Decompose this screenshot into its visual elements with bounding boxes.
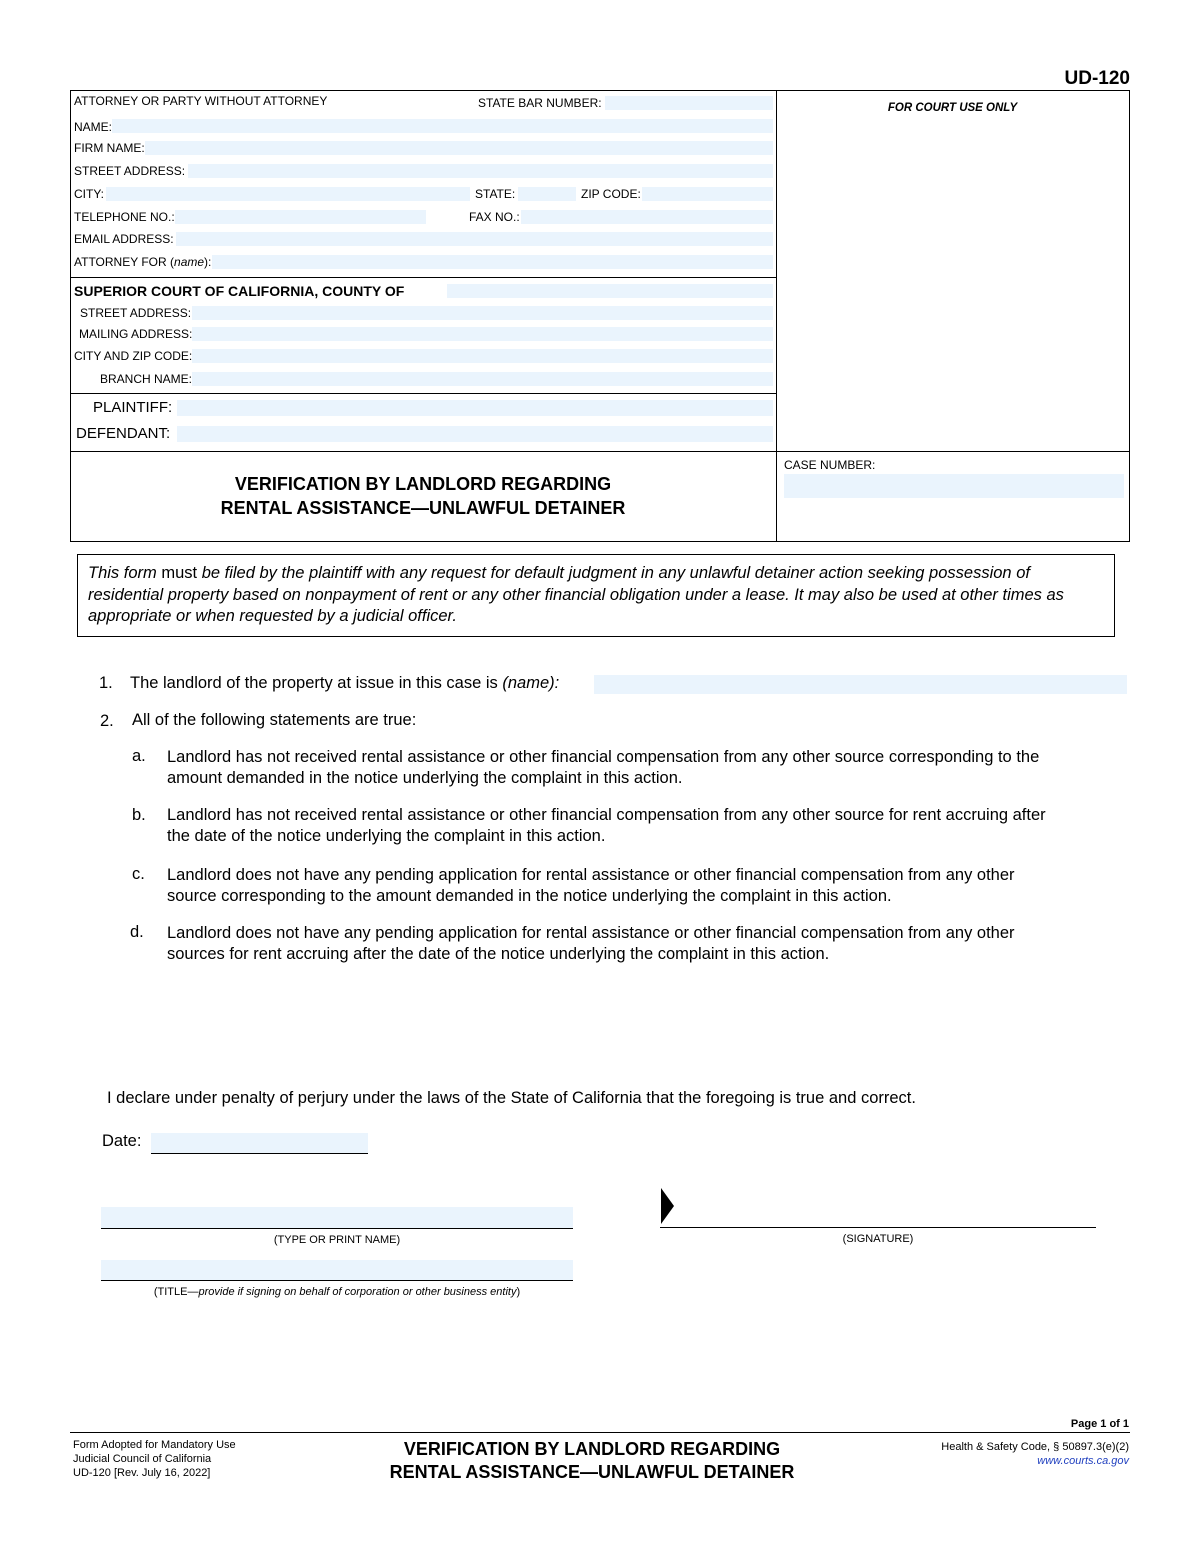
item2b-line1: Landlord has not received rental assistance or other financial compensation from any other source for rent accruing after — [167, 806, 1046, 824]
case-number-label: CASE NUMBER: — [784, 458, 876, 472]
notice-box — [77, 554, 1115, 637]
date-field[interactable] — [151, 1133, 368, 1154]
attorney-for-field[interactable] — [212, 255, 773, 269]
attorney-for-label — [74, 255, 211, 269]
signature-caption: (SIGNATURE) — [842, 1233, 914, 1245]
court-street-label: STREET ADDRESS: — [80, 306, 192, 320]
item2c-line2: source corresponding to the amount demanded in the notice underlying the complaint in this action. — [167, 887, 892, 905]
fax-field[interactable] — [521, 210, 773, 224]
signature-arrow-icon — [660, 1186, 676, 1226]
court-use-only-label: FOR COURT USE ONLY — [887, 102, 1018, 114]
court-branch-field[interactable] — [192, 372, 773, 386]
item2b-line2: the date of the notice underlying the complaint in this action. — [167, 827, 606, 845]
footer-references — [941, 1440, 1129, 1468]
attorney-for-close: ): — [204, 255, 212, 269]
page-indicator: Page 1 of 1 — [1070, 1418, 1129, 1430]
item2d-line2: sources for rent accruing after the date of the notice underlying the complaint in this action. — [167, 945, 830, 963]
county-field[interactable] — [447, 284, 773, 298]
caption-title-line1: VERIFICATION BY LANDLORD REGARDING — [234, 474, 612, 494]
street-address-field[interactable] — [188, 164, 773, 178]
attorney-header: ATTORNEY OR PARTY WITHOUT ATTORNEY — [74, 94, 328, 108]
item1-text — [130, 673, 559, 694]
item2c-line1: Landlord does not have any pending application for rental assistance or other financial compensation from any other — [167, 866, 1015, 884]
footer-adoption — [73, 1438, 236, 1480]
item2d-line1: Landlord does not have any pending application for rental assistance or other financial compensation from any other — [167, 924, 1015, 942]
item2d-letter: d. — [130, 923, 144, 941]
caption-form-title — [70, 472, 776, 520]
item2d-text — [167, 923, 1015, 965]
state-field[interactable] — [518, 187, 576, 201]
title-caption-end: ) — [516, 1286, 521, 1298]
footer-rule — [70, 1432, 1130, 1433]
state-label: STATE: — [475, 187, 516, 201]
defendant-field[interactable] — [177, 426, 773, 442]
phone-label: TELEPHONE NO.: — [74, 210, 175, 224]
item2-text: All of the following statements are true: — [132, 711, 417, 729]
signer-title-field[interactable] — [101, 1260, 573, 1281]
landlord-name-field[interactable] — [594, 675, 1127, 694]
item1-label: The landlord of the property at issue in this case is — [130, 674, 503, 692]
caption-divider-court — [70, 277, 776, 278]
notice-text-rest: be filed by the plaintiff with any request for default judgment in any unlawful detainer action seeking possession of residential property based on nonpayment of rent or any other financial obligation under a lease. It may also be used at other times as appropriate or when requested by a judicial officer. — [88, 564, 1064, 625]
notice-text-start: This form — [88, 564, 162, 582]
footer-adoption-line3: UD-120 [Rev. July 16, 2022] — [73, 1467, 211, 1479]
date-label: Date: — [102, 1132, 142, 1150]
email-field[interactable] — [176, 232, 773, 246]
case-number-field[interactable] — [784, 474, 1124, 498]
email-label: EMAIL ADDRESS: — [74, 232, 174, 246]
signer-title-caption — [101, 1285, 573, 1299]
firm-name-field[interactable] — [145, 141, 773, 155]
item2c-text — [167, 865, 1015, 907]
item2-number: 2. — [100, 712, 114, 730]
footer-code-ref: Health & Safety Code, § 50897.3(e)(2) — [941, 1441, 1129, 1453]
telephone-field[interactable] — [175, 210, 426, 224]
caption-divider-parties — [70, 393, 776, 394]
plaintiff-label: PLAINTIFF: — [93, 399, 173, 416]
court-branch-label: BRANCH NAME: — [100, 372, 193, 386]
firm-label: FIRM NAME: — [74, 141, 145, 155]
item2b-text — [167, 805, 1046, 847]
item1-number: 1. — [99, 674, 113, 692]
zip-field[interactable] — [642, 187, 773, 201]
item2a-text — [167, 747, 1039, 789]
plaintiff-field[interactable] — [177, 400, 773, 416]
footer-website-link[interactable]: www.courts.ca.gov — [1037, 1455, 1129, 1467]
city-label: CITY: — [74, 187, 105, 201]
city-field[interactable] — [106, 187, 470, 201]
caption-divider-vertical — [776, 90, 777, 541]
form-number: UD-120 — [1064, 68, 1130, 89]
footer-adoption-line2: Judicial Council of California — [73, 1453, 212, 1465]
item1-name-hint: (name): — [502, 674, 560, 692]
court-street-field[interactable] — [192, 306, 773, 320]
title-caption-start: (TITLE— — [153, 1286, 199, 1298]
item2c-letter: c. — [132, 865, 145, 883]
footer-adoption-line1: Form Adopted for Mandatory Use — [73, 1439, 236, 1451]
fax-label: FAX NO.: — [469, 210, 520, 224]
attorney-for-name-hint: name — [174, 255, 205, 269]
item2b-letter: b. — [132, 806, 146, 824]
footer-title-line1: VERIFICATION BY LANDLORD REGARDING — [403, 1439, 781, 1459]
notice-text-must: must — [161, 564, 198, 582]
court-cityzip-label: CITY AND ZIP CODE: — [74, 349, 193, 363]
state-bar-field[interactable] — [605, 96, 773, 110]
footer-title-line2: RENTAL ASSISTANCE—UNLAWFUL DETAINER — [389, 1462, 795, 1482]
defendant-label: DEFENDANT: — [76, 425, 171, 442]
name-label: NAME: — [74, 120, 113, 134]
print-name-field[interactable] — [101, 1207, 573, 1229]
item2a-line1: Landlord has not received rental assistance or other financial compensation from any other source corresponding to the — [167, 748, 1040, 766]
state-bar-label: STATE BAR NUMBER: — [478, 96, 602, 110]
title-caption-hint: provide if signing on behalf of corporation or other business entity — [198, 1286, 517, 1298]
signature-line[interactable] — [660, 1227, 1096, 1228]
court-mailing-field[interactable] — [192, 327, 773, 341]
court-cityzip-field[interactable] — [192, 349, 773, 363]
attorney-for-text: ATTORNEY FOR ( — [74, 255, 175, 269]
attorney-name-field[interactable] — [112, 119, 773, 133]
zip-label: ZIP CODE: — [581, 187, 641, 201]
street-label: STREET ADDRESS: — [74, 164, 186, 178]
print-name-caption: (TYPE OR PRINT NAME) — [273, 1234, 401, 1246]
declaration-text: I declare under penalty of perjury under the laws of the State of California that the foregoing is true and correct. — [107, 1089, 916, 1107]
court-title: SUPERIOR COURT OF CALIFORNIA, COUNTY OF — [74, 283, 405, 299]
item2a-line2: amount demanded in the notice underlying the complaint in this action. — [167, 769, 683, 787]
item2a-letter: a. — [132, 747, 146, 765]
caption-divider-title — [70, 451, 1129, 452]
caption-title-line2: RENTAL ASSISTANCE—UNLAWFUL DETAINER — [220, 498, 626, 518]
court-mailing-label: MAILING ADDRESS: — [79, 327, 193, 341]
footer-title — [292, 1438, 892, 1484]
